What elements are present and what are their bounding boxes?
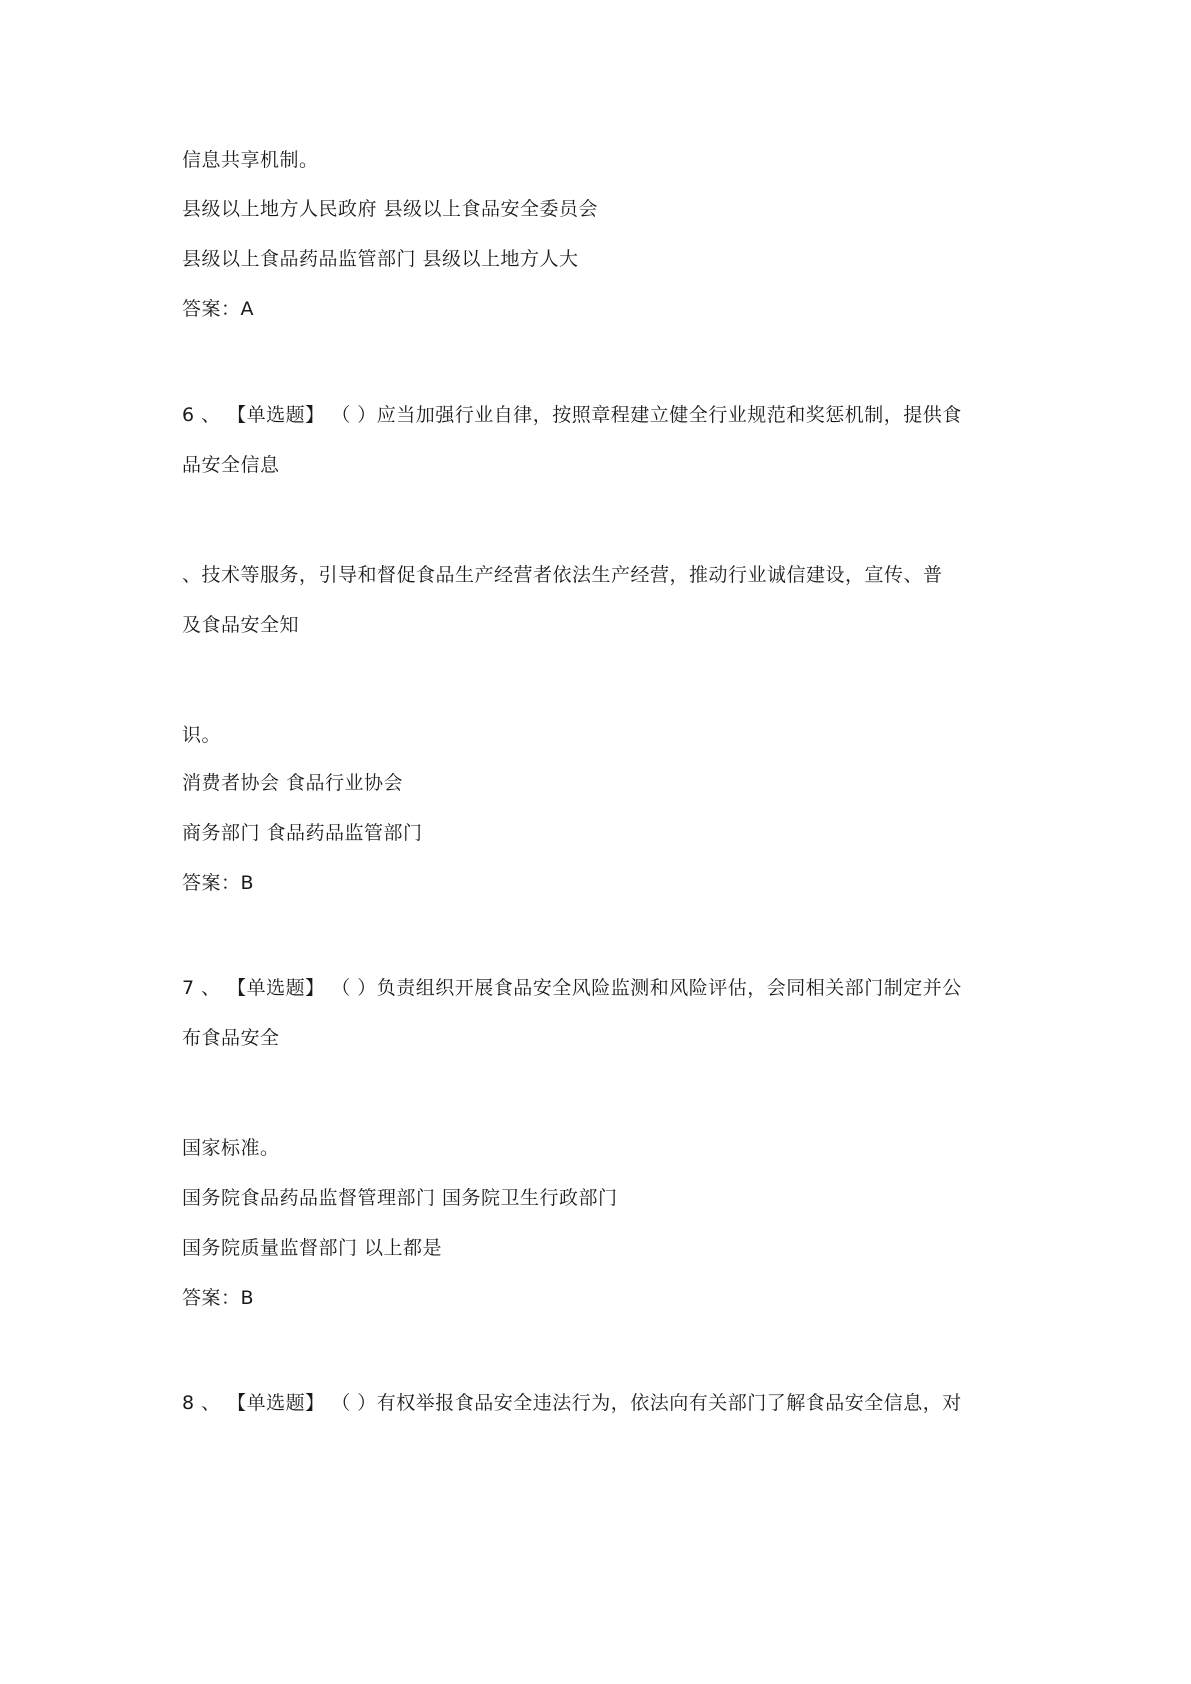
q8-stem-line-1: 8 、 【单选题】 （ ）有权举报食品安全违法行为，依法向有关部门了解食品安全信息，对 xyxy=(182,1392,962,1414)
q6-options-line-2: 商务部门 食品药品监管部门 xyxy=(182,822,423,844)
q7-stem-line-1: 7 、 【单选题】 （ ）负责组织开展食品安全风险监测和风险评估，会同相关部门制定并公 xyxy=(182,977,962,999)
q7-options-line-2: 国务院质量监督部门 以上都是 xyxy=(182,1237,443,1259)
q5-answer: 答案：A xyxy=(182,298,254,320)
q5-stem-continuation: 信息共享机制。 xyxy=(182,149,319,171)
q6-stem-line-1: 6 、 【单选题】 （ ）应当加强行业自律，按照章程建立健全行业规范和奖惩机制，提供食 xyxy=(182,404,962,426)
q6-stem-line-5: 识。 xyxy=(182,724,222,746)
q6-answer: 答案：B xyxy=(182,872,255,894)
q5-options-line-2: 县级以上食品药品监管部门 县级以上地方人大 xyxy=(182,248,579,270)
q5-options-line-1: 县级以上地方人民政府 县级以上食品安全委员会 xyxy=(182,198,599,220)
q6-stem-line-2: 品安全信息 xyxy=(182,454,280,476)
q7-options-line-1: 国务院食品药品监督管理部门 国务院卫生行政部门 xyxy=(182,1187,618,1209)
q7-stem-line-3: 国家标准。 xyxy=(182,1137,280,1159)
q6-stem-line-4: 及食品安全知 xyxy=(182,614,300,636)
q7-stem-line-2: 布食品安全 xyxy=(182,1027,280,1049)
q6-stem-line-3: 、技术等服务，引导和督促食品生产经营者依法生产经营，推动行业诚信建设，宣传、普 xyxy=(182,564,943,586)
q7-answer: 答案：B xyxy=(182,1287,255,1309)
q6-options-line-1: 消费者协会 食品行业协会 xyxy=(182,772,404,794)
